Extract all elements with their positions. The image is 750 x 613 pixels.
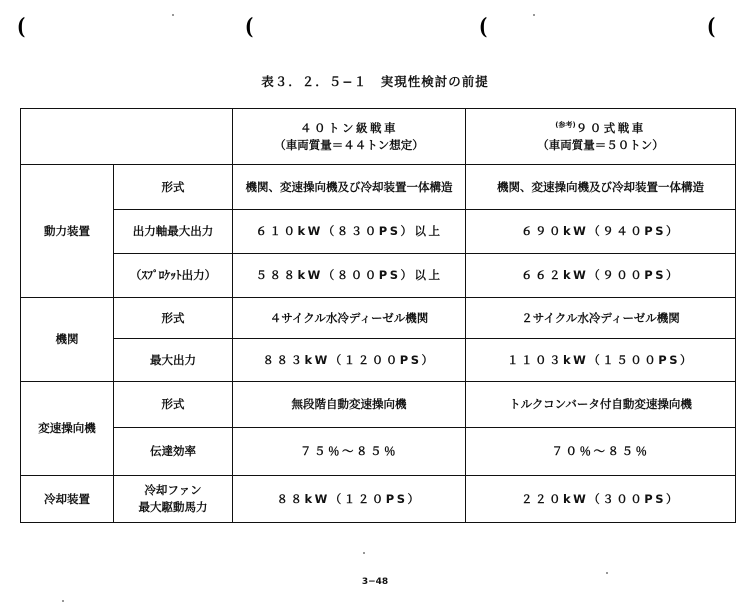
punch-hole-mark: ( xyxy=(707,14,716,40)
row-label: 形式 xyxy=(114,382,233,428)
scan-speck xyxy=(606,572,608,574)
punch-hole-mark: ( xyxy=(17,14,26,40)
table-row xyxy=(21,382,736,428)
cell-type90: ６９０kW（９４０PS） xyxy=(466,210,736,254)
header-type90-name-line xyxy=(470,120,731,137)
row-label: 出力軸最大出力 xyxy=(114,210,233,254)
group-power-unit: 動力装置 xyxy=(21,165,114,298)
cell-40t: ５８８kW（８００PS）以上 xyxy=(233,254,466,298)
punch-hole-mark: ( xyxy=(245,14,254,40)
table-title: 表３．２．５−１ 実現性検討の前提 xyxy=(261,74,489,89)
header-type90-mass: （車両質量＝５０トン） xyxy=(537,137,664,152)
table-row xyxy=(21,428,736,476)
cell-type90: トルクコンバータ付自動変速操向機 xyxy=(466,382,736,428)
row-label: 最大出力 xyxy=(114,339,233,382)
spec-table xyxy=(20,108,736,523)
header-cell-type90-tank xyxy=(466,109,736,165)
row-label-line: 最大駆動馬力 xyxy=(138,500,208,514)
header-cell-40t-tank xyxy=(233,109,466,165)
table-header-row xyxy=(21,109,736,165)
cell-40t: ７５％〜８５％ xyxy=(233,428,466,476)
cell-type90: ６６２kW（９００PS） xyxy=(466,254,736,298)
scan-speck xyxy=(363,552,365,554)
row-label: 形式 xyxy=(114,165,233,210)
cell-40t: ８８kW（１２０PS） xyxy=(233,476,466,523)
table-row xyxy=(21,298,736,339)
table-row xyxy=(21,165,736,210)
punch-hole-mark: ( xyxy=(479,14,488,40)
table-row xyxy=(21,210,736,254)
cell-40t: ８８３kW（１２００PS） xyxy=(233,339,466,382)
row-label xyxy=(114,476,233,523)
table-row xyxy=(21,476,736,523)
page-number: 3−48 xyxy=(361,577,389,587)
header-blank-cell xyxy=(21,109,233,165)
group-engine: 機関 xyxy=(21,298,114,382)
table-row xyxy=(21,254,736,298)
header-type90-name: ９０式戦車 xyxy=(575,120,646,135)
row-label: （ｽﾌﾟﾛｹｯﾄ出力） xyxy=(114,254,233,298)
header-40t-mass: （車両質量＝４４トン想定） xyxy=(274,137,424,152)
cell-type90: ２サイクル水冷ディーゼル機関 xyxy=(466,298,736,339)
scan-speck xyxy=(62,600,64,602)
reference-tag: (参考) xyxy=(555,121,576,129)
scan-speck xyxy=(533,14,535,16)
cell-40t: ６１０kW（８３０PS）以上 xyxy=(233,210,466,254)
cell-40t: ４サイクル水冷ディーゼル機関 xyxy=(233,298,466,339)
row-label: 形式 xyxy=(114,298,233,339)
scan-speck xyxy=(172,14,174,16)
row-label-line: 冷却ファン xyxy=(144,483,202,498)
table-row xyxy=(21,339,736,382)
cell-type90: １１０３kW（１５００PS） xyxy=(466,339,736,382)
cell-40t: 無段階自動変速操向機 xyxy=(233,382,466,428)
group-cooling: 冷却装置 xyxy=(21,476,114,523)
row-label: 伝達効率 xyxy=(114,428,233,476)
cell-type90: ７０％〜８５％ xyxy=(466,428,736,476)
cell-40t: 機関、変速操向機及び冷却装置一体構造 xyxy=(233,165,466,210)
header-40t-name: ４０トン級戦車 xyxy=(300,120,398,135)
cell-type90: 機関、変速操向機及び冷却装置一体構造 xyxy=(466,165,736,210)
group-transmission: 変速操向機 xyxy=(21,382,114,476)
cell-type90: ２２０kW（３００PS） xyxy=(466,476,736,523)
